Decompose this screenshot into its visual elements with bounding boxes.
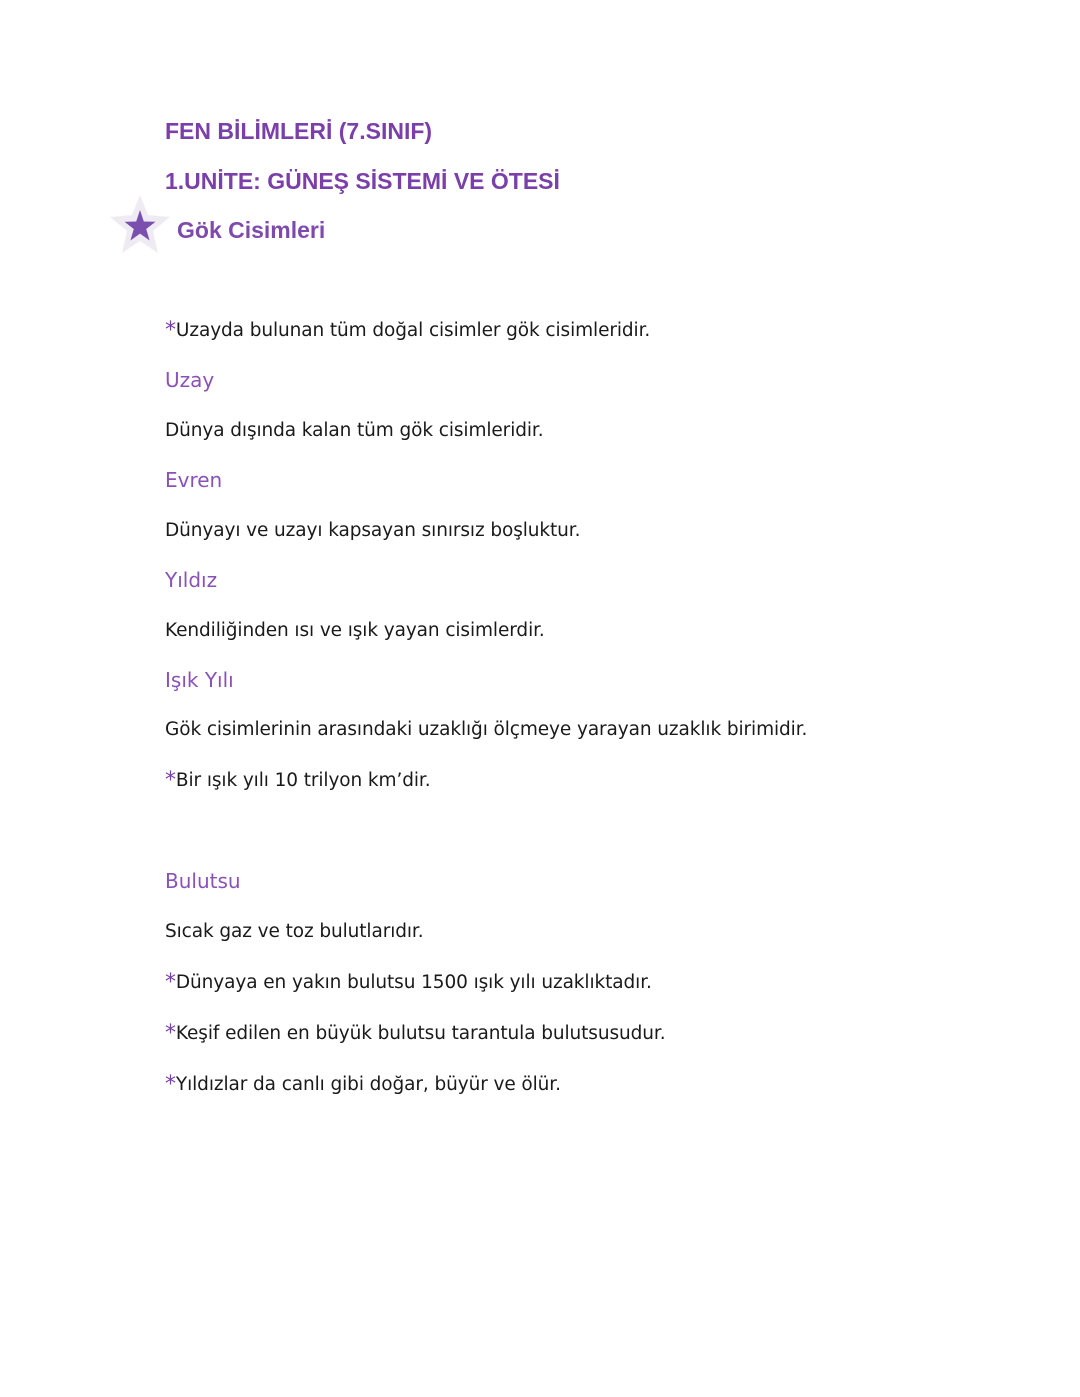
note-isik-yili — [165, 768, 431, 793]
section-title: Gök Cisimleri — [177, 217, 326, 243]
note-bulutsu-1 — [165, 970, 652, 995]
star-icon — [108, 193, 172, 257]
unit-title: 1.UNİTE: GÜNEŞ SİSTEMİ VE ÖTESİ — [165, 168, 560, 194]
note-bulutsu-3 — [165, 1072, 561, 1097]
bullet-asterisk: * — [165, 1021, 176, 1046]
definition-uzay: Dünya dışında kalan tüm gök cisimleridir. — [165, 420, 544, 441]
term-uzay: Uzay — [165, 368, 215, 392]
intro-line — [165, 318, 650, 343]
note-bulutsu-2-text: Keşif edilen en büyük bulutsu tarantula bulutsusudur. — [175, 1023, 666, 1044]
bullet-asterisk: * — [165, 768, 176, 793]
definition-isik-yili: Gök cisimlerinin arasındaki uzaklığı ölçmeye yarayan uzaklık birimidir. — [165, 719, 808, 740]
note-bulutsu-1-text: Dünyaya en yakın bulutsu 1500 ışık yılı uzaklıktadır. — [175, 972, 652, 993]
note-bulutsu-2 — [165, 1021, 665, 1046]
intro-text: Uzayda bulunan tüm doğal cisimler gök cisimleridir. — [175, 320, 651, 341]
term-bulutsu: Bulutsu — [165, 869, 241, 893]
course-title: FEN BİLİMLERİ (7.SINIF) — [165, 118, 433, 144]
bullet-asterisk: * — [165, 970, 176, 995]
term-yildiz: Yıldız — [165, 568, 218, 592]
definition-bulutsu: Sıcak gaz ve toz bulutlarıdır. — [165, 921, 424, 942]
definition-evren: Dünyayı ve uzayı kapsayan sınırsız boşluktur. — [165, 520, 581, 541]
bullet-asterisk: * — [165, 318, 176, 343]
bullet-asterisk: * — [165, 1072, 176, 1097]
definition-yildiz: Kendiliğinden ısı ve ışık yayan cisimlerdir. — [165, 620, 545, 641]
note-bulutsu-3-text: Yıldızlar da canlı gibi doğar, büyür ve ölür. — [175, 1074, 561, 1095]
term-evren: Evren — [165, 468, 223, 492]
term-isik-yili: Işık Yılı — [165, 668, 234, 692]
note-isik-yili-text: Bir ışık yılı 10 trilyon km’dir. — [175, 770, 431, 791]
